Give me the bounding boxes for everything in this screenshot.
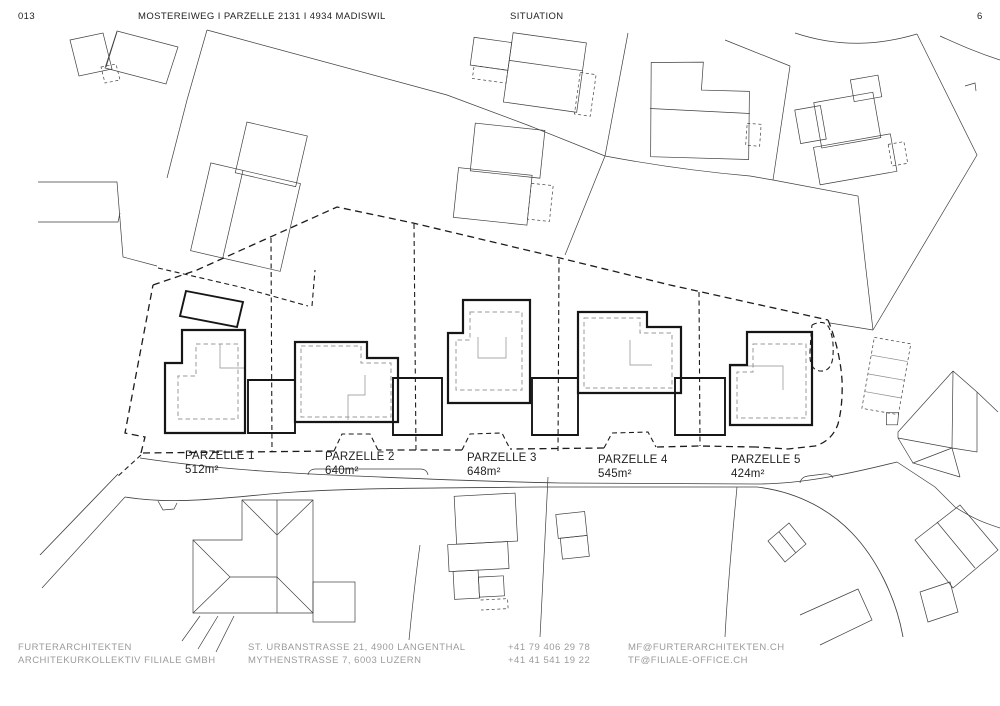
footer-company: FURTERARCHITEKTEN ARCHITEKURKOLLEKTIV FILIALE GMBH xyxy=(18,642,216,666)
existing-house-f xyxy=(182,500,355,652)
parcel-name: PARZELLE 2 xyxy=(325,451,395,463)
parcel-area: 640m² xyxy=(325,465,359,477)
new-houses xyxy=(165,291,812,435)
existing-house-c xyxy=(453,122,559,228)
existing-house-e xyxy=(791,73,908,187)
existing-shed-i xyxy=(768,523,806,562)
parcel-label-1 xyxy=(185,449,255,477)
parcel-name: PARZELLE 3 xyxy=(467,452,537,464)
separator-parzelle-2-3 xyxy=(414,224,416,452)
existing-shed-h xyxy=(556,512,590,560)
footer-phones: +41 79 406 29 78 +41 41 541 19 22 xyxy=(508,642,591,666)
house-parzelle-3 xyxy=(448,300,530,403)
property-lines xyxy=(38,30,977,640)
parcel-label-4 xyxy=(598,453,668,481)
parcel-area: 648m² xyxy=(467,466,501,478)
parcel-label-3 xyxy=(467,451,537,479)
parcel-boundary-dashed xyxy=(117,207,842,477)
sheet-title: MOSTEREIWEG I PARZELLE 2131 I 4934 MADISWIL xyxy=(138,11,386,22)
parcel-name: PARZELLE 5 xyxy=(731,454,801,466)
roads xyxy=(40,33,1000,637)
house-parzelle-5 xyxy=(730,332,812,425)
sheet-section: SITUATION xyxy=(510,11,564,22)
separator-parzelle-4-5 xyxy=(699,292,700,446)
existing-house-b xyxy=(465,27,600,116)
house-parzelle-4 xyxy=(578,312,681,393)
existing-house-g xyxy=(445,493,521,612)
footer-address: ST. URBANSTRASSE 21, 4900 LANGENTHAL MYTHENSTRASSE 7, 6003 LUZERN xyxy=(248,642,466,666)
doc-number: 013 xyxy=(18,11,36,22)
page-number: 6 xyxy=(977,11,983,22)
separator-parzelle-1-2 xyxy=(271,238,272,452)
existing-house-d xyxy=(645,58,766,164)
house-parzelle-2 xyxy=(295,342,398,422)
roof-plan-building xyxy=(898,371,998,477)
parcel-area: 512m² xyxy=(185,464,219,476)
garage-parzelle-2-3 xyxy=(393,378,442,435)
house-parzelle-1 xyxy=(165,330,245,433)
parcel-area: 545m² xyxy=(598,468,632,480)
parcel-label-2 xyxy=(325,450,395,478)
parcel-name: PARZELLE 4 xyxy=(598,454,668,466)
footer-emails: MF@FURTERARCHITEKTEN.CH TF@FILIALE-OFFICE.CH xyxy=(628,642,785,666)
parcel-name: PARZELLE 1 xyxy=(185,450,255,462)
parcel-separators xyxy=(271,224,700,452)
existing-buildings xyxy=(70,27,998,652)
parcel-label-5 xyxy=(731,453,801,481)
barn-existing xyxy=(180,291,243,327)
hatched-shed xyxy=(860,337,912,426)
parcel-area: 424m² xyxy=(731,468,765,480)
garage-parzelle-3-4 xyxy=(532,378,578,435)
existing-house-j xyxy=(800,505,998,645)
separator-parzelle-3-4 xyxy=(558,259,559,452)
existing-house-a xyxy=(191,116,312,271)
